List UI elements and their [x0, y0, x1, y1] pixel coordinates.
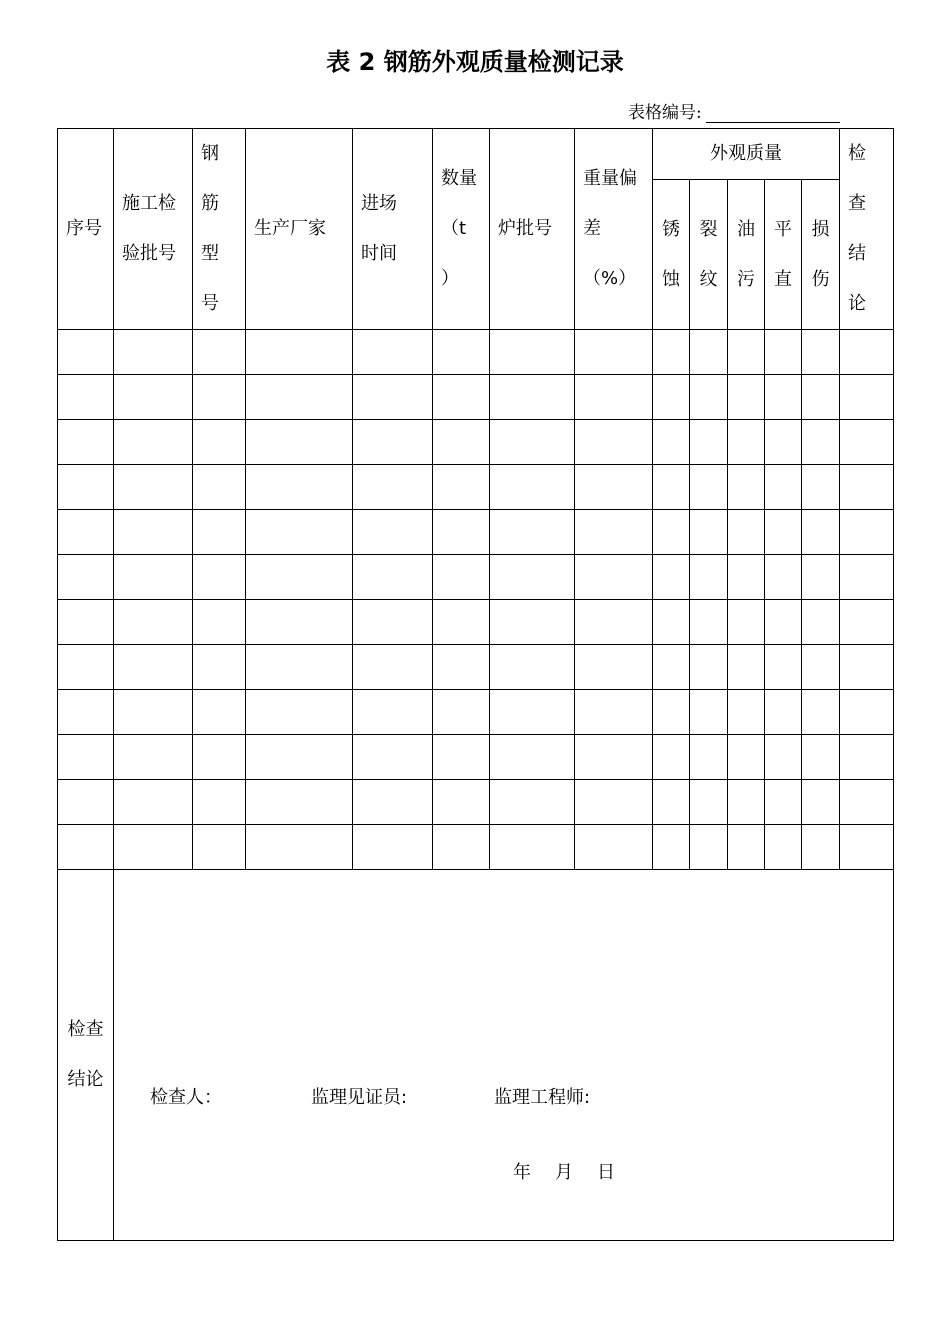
table-cell[interactable]: [114, 600, 193, 645]
table-cell[interactable]: [353, 465, 433, 510]
header-entry-line: 进场: [361, 193, 397, 214]
table-cell[interactable]: [575, 825, 653, 870]
table-cell[interactable]: [433, 780, 490, 825]
table-cell[interactable]: [58, 735, 114, 780]
table-cell[interactable]: [802, 600, 840, 645]
footer-label: [58, 870, 114, 1241]
table-cell[interactable]: [765, 510, 802, 555]
table-cell[interactable]: [490, 690, 575, 735]
header-qty-line: 数量: [441, 168, 477, 189]
table-cell[interactable]: [58, 825, 114, 870]
table-cell[interactable]: [353, 690, 433, 735]
table-cell[interactable]: [728, 375, 765, 420]
table-row: [58, 375, 894, 420]
header-result: [840, 129, 894, 330]
header-sub-char: 污: [737, 268, 755, 290]
table-cell[interactable]: [840, 465, 894, 510]
table-cell[interactable]: [433, 825, 490, 870]
table-cell[interactable]: [690, 645, 728, 690]
document-title: 表 2 钢筋外观质量检测记录: [326, 48, 624, 76]
header-rebar-char: 筋: [201, 193, 219, 214]
table-cell[interactable]: [765, 690, 802, 735]
table-cell[interactable]: [193, 780, 246, 825]
table-cell[interactable]: [840, 420, 894, 465]
table-cell[interactable]: [575, 690, 653, 735]
footer-label-line: 检查: [67, 1019, 104, 1040]
table-cell[interactable]: [840, 825, 894, 870]
table-cell[interactable]: [728, 330, 765, 375]
table-cell[interactable]: [433, 555, 490, 600]
table-cell[interactable]: [690, 330, 728, 375]
table-cell[interactable]: [490, 825, 575, 870]
table-row: [58, 510, 894, 555]
table-cell[interactable]: [802, 420, 840, 465]
table-cell[interactable]: [728, 735, 765, 780]
table-cell[interactable]: [193, 510, 246, 555]
table-cell[interactable]: [802, 825, 840, 870]
table-cell[interactable]: [246, 690, 353, 735]
table-cell[interactable]: [802, 510, 840, 555]
table-cell[interactable]: [802, 780, 840, 825]
header-sub-char: 油: [737, 218, 755, 240]
table-cell[interactable]: [575, 555, 653, 600]
table-cell[interactable]: [193, 690, 246, 735]
table-cell[interactable]: [653, 600, 690, 645]
header-appearance: 外观质量: [653, 129, 840, 180]
table-cell[interactable]: [728, 465, 765, 510]
table-cell[interactable]: [58, 600, 114, 645]
table-cell[interactable]: [765, 735, 802, 780]
header-result-char: 论: [848, 293, 867, 314]
header-rebar-char: 型: [201, 243, 219, 264]
table-cell[interactable]: [114, 645, 193, 690]
table-cell[interactable]: [58, 465, 114, 510]
table-row: [58, 555, 894, 600]
table-cell[interactable]: [653, 690, 690, 735]
table-cell[interactable]: [765, 330, 802, 375]
header-sub-char: 损: [811, 218, 830, 240]
table-cell[interactable]: [575, 465, 653, 510]
table-cell[interactable]: [690, 420, 728, 465]
inspector-label: 检查人：: [150, 1087, 222, 1108]
table-cell[interactable]: [114, 420, 193, 465]
table-cell[interactable]: [433, 600, 490, 645]
header-heat-no: 炉批号: [490, 129, 575, 330]
table-cell[interactable]: [653, 780, 690, 825]
table-cell[interactable]: [353, 555, 433, 600]
table-cell[interactable]: [690, 465, 728, 510]
table-cell[interactable]: [765, 645, 802, 690]
header-crack: [690, 180, 728, 330]
header-entry-time: [353, 129, 433, 330]
table-cell[interactable]: [653, 645, 690, 690]
table-cell[interactable]: [653, 555, 690, 600]
table-cell[interactable]: [840, 330, 894, 375]
table-cell[interactable]: [653, 420, 690, 465]
table-cell[interactable]: [690, 690, 728, 735]
header-sub-char: 蚀: [662, 268, 680, 290]
table-cell[interactable]: [653, 825, 690, 870]
table-cell[interactable]: [840, 735, 894, 780]
table-cell[interactable]: [728, 690, 765, 735]
date-month: 月: [555, 1162, 573, 1183]
table-cell[interactable]: [433, 420, 490, 465]
table-cell[interactable]: [690, 780, 728, 825]
table-cell[interactable]: [193, 825, 246, 870]
table-cell[interactable]: [58, 510, 114, 555]
table-cell[interactable]: [193, 375, 246, 420]
table-cell[interactable]: [353, 510, 433, 555]
table-cell[interactable]: [575, 330, 653, 375]
table-cell[interactable]: [840, 600, 894, 645]
table-cell[interactable]: [802, 555, 840, 600]
table-cell[interactable]: [246, 735, 353, 780]
table-cell[interactable]: [353, 825, 433, 870]
table-cell[interactable]: [114, 780, 193, 825]
table-cell[interactable]: [575, 780, 653, 825]
header-straightness: [765, 180, 802, 330]
table-cell[interactable]: [690, 555, 728, 600]
table-cell[interactable]: [728, 510, 765, 555]
table-cell[interactable]: [690, 825, 728, 870]
header-batch-line: 验批号: [122, 243, 176, 264]
header-seq: 序号: [58, 129, 114, 330]
table-cell[interactable]: [802, 690, 840, 735]
date-year: 年: [513, 1162, 531, 1183]
table-cell[interactable]: [433, 465, 490, 510]
table-cell[interactable]: [690, 375, 728, 420]
footer-signature-area[interactable]: [114, 870, 894, 1241]
header-sub-char: 直: [774, 268, 792, 290]
table-row: [58, 330, 894, 375]
table-row: [58, 780, 894, 825]
table-cell[interactable]: [575, 600, 653, 645]
table-cell[interactable]: [353, 600, 433, 645]
table-cell[interactable]: [728, 600, 765, 645]
table-cell[interactable]: [575, 645, 653, 690]
table-cell[interactable]: [193, 330, 246, 375]
table-row: [58, 825, 894, 870]
table-cell[interactable]: [58, 375, 114, 420]
table-row: [58, 645, 894, 690]
table-cell[interactable]: [840, 375, 894, 420]
table-cell[interactable]: [58, 690, 114, 735]
table-cell[interactable]: [433, 690, 490, 735]
table-cell[interactable]: [802, 465, 840, 510]
header-weight-line: 差: [583, 218, 601, 239]
form-number-label: 表格编号:: [628, 103, 702, 123]
table-cell[interactable]: [802, 375, 840, 420]
witness-label: 监理见证员:: [311, 1087, 408, 1108]
table-cell[interactable]: [728, 420, 765, 465]
table-cell[interactable]: [690, 510, 728, 555]
table-cell[interactable]: [353, 645, 433, 690]
table-cell[interactable]: [433, 510, 490, 555]
table-cell[interactable]: [490, 600, 575, 645]
table-cell[interactable]: [765, 600, 802, 645]
table-cell[interactable]: [433, 645, 490, 690]
table-cell[interactable]: [193, 465, 246, 510]
table-row: [58, 420, 894, 465]
footer-label-line: 结论: [67, 1069, 104, 1090]
header-weight-deviation: [575, 129, 653, 330]
header-sub-char: 平: [774, 218, 792, 240]
table-cell[interactable]: [765, 465, 802, 510]
table-cell[interactable]: [575, 510, 653, 555]
header-qty-line: ）: [441, 268, 459, 289]
table-cell[interactable]: [193, 735, 246, 780]
header-result-char: 结: [848, 243, 867, 264]
header-batch-line: 施工检: [122, 193, 176, 214]
table-cell[interactable]: [575, 420, 653, 465]
header-sub-char: 锈: [662, 218, 680, 240]
table-cell[interactable]: [246, 330, 353, 375]
table-cell[interactable]: [114, 375, 193, 420]
table-cell[interactable]: [765, 555, 802, 600]
table-cell[interactable]: [575, 375, 653, 420]
table-cell[interactable]: [114, 510, 193, 555]
table-cell[interactable]: [353, 735, 433, 780]
table-cell[interactable]: [765, 375, 802, 420]
header-result-char: 查: [848, 193, 867, 214]
header-qty-line: （t: [441, 218, 467, 239]
form-number-blank[interactable]: [706, 104, 840, 123]
table-cell[interactable]: [58, 780, 114, 825]
header-rust: [653, 180, 690, 330]
table-cell[interactable]: [840, 510, 894, 555]
header-rebar-type: [193, 129, 246, 330]
header-oil: [728, 180, 765, 330]
table-cell[interactable]: [433, 330, 490, 375]
table-cell[interactable]: [246, 510, 353, 555]
date-day: 日: [597, 1162, 615, 1183]
table-row: [58, 600, 894, 645]
header-entry-line: 时间: [361, 243, 397, 264]
header-weight-line: 重量偏: [583, 168, 637, 189]
table-cell[interactable]: [765, 420, 802, 465]
table-cell[interactable]: [114, 825, 193, 870]
table-cell[interactable]: [690, 600, 728, 645]
table-cell[interactable]: [246, 600, 353, 645]
table-cell[interactable]: [490, 465, 575, 510]
table-cell[interactable]: [58, 420, 114, 465]
table-cell[interactable]: [433, 375, 490, 420]
table-cell[interactable]: [840, 780, 894, 825]
table-cell[interactable]: [765, 825, 802, 870]
inspection-table: [57, 128, 894, 1241]
table-cell[interactable]: [653, 375, 690, 420]
table-cell[interactable]: [490, 375, 575, 420]
table-cell[interactable]: [802, 645, 840, 690]
table-cell[interactable]: [802, 735, 840, 780]
table-cell[interactable]: [490, 555, 575, 600]
table-cell[interactable]: [490, 735, 575, 780]
table-cell[interactable]: [728, 780, 765, 825]
table-cell[interactable]: [114, 735, 193, 780]
header-maker: 生产厂家: [246, 129, 353, 330]
table-cell[interactable]: [246, 780, 353, 825]
table-cell[interactable]: [246, 555, 353, 600]
table-row: [58, 465, 894, 510]
table-cell[interactable]: [575, 735, 653, 780]
table-cell[interactable]: [353, 330, 433, 375]
table-cell[interactable]: [246, 420, 353, 465]
header-rebar-char: 钢: [201, 143, 219, 164]
table-cell[interactable]: [246, 825, 353, 870]
table-cell[interactable]: [353, 420, 433, 465]
table-cell[interactable]: [490, 510, 575, 555]
table-row: [58, 690, 894, 735]
table-cell[interactable]: [728, 825, 765, 870]
header-sub-char: 裂: [699, 218, 718, 240]
table-cell[interactable]: [353, 375, 433, 420]
table-cell[interactable]: [58, 645, 114, 690]
table-cell[interactable]: [246, 465, 353, 510]
header-rebar-char: 号: [201, 293, 219, 314]
table-cell[interactable]: [490, 645, 575, 690]
table-cell[interactable]: [728, 555, 765, 600]
table-cell[interactable]: [193, 645, 246, 690]
table-cell[interactable]: [653, 735, 690, 780]
table-cell[interactable]: [490, 780, 575, 825]
header-batch: [114, 129, 193, 330]
table-cell[interactable]: [114, 555, 193, 600]
table-cell[interactable]: [802, 330, 840, 375]
table-cell[interactable]: [114, 690, 193, 735]
table-cell[interactable]: [840, 645, 894, 690]
header-sub-char: 纹: [699, 268, 718, 290]
table-cell[interactable]: [114, 465, 193, 510]
table-cell[interactable]: [193, 555, 246, 600]
table-cell[interactable]: [653, 330, 690, 375]
table-cell[interactable]: [193, 600, 246, 645]
header-damage: [802, 180, 840, 330]
table-cell[interactable]: [653, 510, 690, 555]
table-cell[interactable]: [433, 735, 490, 780]
table-cell[interactable]: [840, 690, 894, 735]
table-cell[interactable]: [58, 330, 114, 375]
header-sub-char: 伤: [811, 268, 830, 290]
form-number-field: [628, 98, 840, 123]
table-row: [58, 735, 894, 780]
table-cell[interactable]: [353, 780, 433, 825]
engineer-label: 监理工程师:: [494, 1087, 591, 1108]
table-cell[interactable]: [490, 330, 575, 375]
table-cell[interactable]: [246, 375, 353, 420]
table-cell[interactable]: [690, 735, 728, 780]
table-cell[interactable]: [653, 465, 690, 510]
table-cell[interactable]: [58, 555, 114, 600]
table-cell[interactable]: [114, 330, 193, 375]
header-result-char: 检: [848, 143, 867, 164]
table-cell[interactable]: [193, 420, 246, 465]
table-cell[interactable]: [765, 780, 802, 825]
header-weight-line: （%）: [583, 268, 637, 289]
header-quantity: [433, 129, 490, 330]
data-rows: [58, 330, 894, 870]
table-cell[interactable]: [840, 555, 894, 600]
table-cell[interactable]: [728, 645, 765, 690]
table-cell[interactable]: [490, 420, 575, 465]
table-cell[interactable]: [246, 645, 353, 690]
